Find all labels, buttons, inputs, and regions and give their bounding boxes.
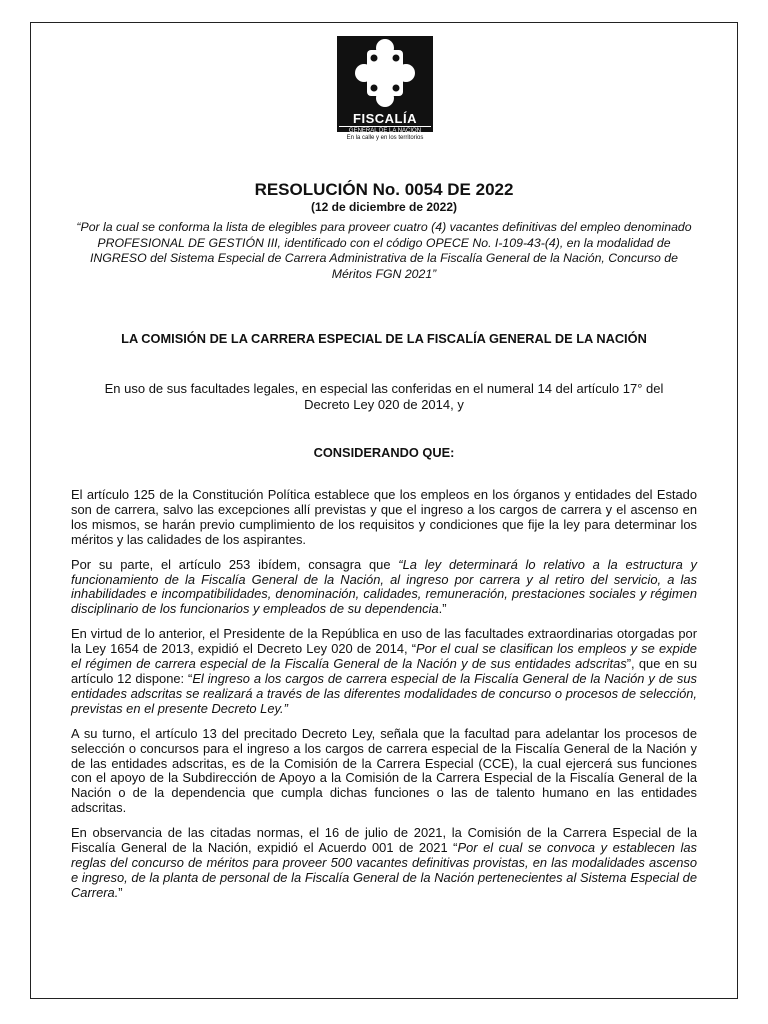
quoted-text: El ingreso a los cargos de carrera especial de la Fiscalía General de la Nación y de sus entidades adscritas se realizará a través de las diferentes modalidades de concurso o procesos de selección, previstas en el presente Decreto Ley.” [71, 670, 697, 716]
resolution-subject: “Por la cual se conforma la lista de elegibles para proveer cuatro (4) vacantes definitivas del empleo denominado PROFESIONAL DE GESTIÓN III, identificado con el código OPECE No. I-109-43-(4), en la modalidad de INGRESO del Sistema Especial de Carrera Administrativa de la Fiscalía General de la Nación, Concurso de Méritos FGN 2021” [76, 220, 692, 281]
quoted-text: “La ley determinará lo relativo a la estructura y funcionamiento de la Fiscalía General de la Nación, al ingreso por carrera y al retiro del servicio, a las inhabilidades e incompatibilidades, denominación, calidades, remuneración, prestaciones sociales y régimen disciplinario de los funcionarios y empleados de su dependencia [71, 556, 697, 617]
logo-subtitle: GENERAL DE LA NACIÓN [339, 126, 431, 134]
text-segment: Por su parte, el artículo 253 ibídem, consagra que [71, 556, 399, 572]
text-segment: .” [438, 601, 447, 617]
text-segment: ”, que en su artículo 12 dispone: “ [71, 656, 697, 686]
paragraph-acuerdo-001 [71, 826, 697, 901]
considering-heading: CONSIDERANDO QUE: [313, 445, 455, 460]
commission-heading: LA COMISIÓN DE LA CARRERA ESPECIAL DE LA FISCALÍA GENERAL DE LA NACIÓN [121, 331, 647, 346]
fiscalia-logo [337, 36, 433, 146]
text-segment: En virtud de lo anterior, el Presidente de la República en uso de las facultades extraordinarias otorgadas por la Ley 1654 de 2013, expidió el Decreto Ley 020 de 2014, “ [71, 626, 697, 657]
logo-block [337, 36, 433, 132]
quoted-text: Por el cual se convoca y establecen las reglas del concurso de méritos para proveer 500 vacantes definitivas provistas, en las modalidades ascenso e ingreso, de la planta de personal de la Fiscalía General de la Nación pertenecientes al Sistema Especial de Carrera. [71, 840, 697, 900]
paragraph-decreto-020 [71, 627, 697, 716]
logo-name: FISCALÍA [353, 111, 417, 126]
considerations-body [71, 488, 697, 911]
quoted-text: Por el cual se clasifican los empleos y se expide el régimen de carrera especial de la Fiscalía General de la Nación y de sus entidades adscritas [71, 641, 697, 672]
paragraph-article-125: El artículo 125 de la Constitución Política establece que los empleos en los órganos y entidades del Estado son de carrera, salvo las excepciones allí previstas y que el ingreso a los cargos de carrera y el ascenso en los mismos, se harán previo cumplimiento de los requisitos y condiciones que fije la ley para determinar los méritos y las calidades de los aspirantes. [71, 487, 697, 547]
resolution-date: (12 de diciembre de 2022) [310, 200, 458, 214]
text-segment: ” [118, 884, 123, 900]
paragraph-article-253 [71, 558, 697, 618]
paragraph-article-13: A su turno, el artículo 13 del precitado Decreto Ley, señala que la facultad para adelantar los procesos de selección o concursos para el ingreso a los cargos de carrera especial de la Fiscalía General de la Nación y de las entidades adscritas, es de la Comisión de la Carrera Especial (CCE), la cual ejercerá sus funciones con el apoyo de la Subdirección de Apoyo a la Comisión de la Carrera Especial de la Fiscalía General de la Nación o de la dependencia que cumpla dichas funciones o las de talento humano en las entidades adscritas. [71, 725, 697, 816]
text-segment: En observancia de las citadas normas, el 16 de julio de 2021, la Comisión de la Carrera Especial de la Fiscalía General de la Nación, expidió el Acuerdo 001 de 2021 “ [71, 825, 697, 856]
logo-slogan: En la calle y en los territorios [346, 135, 424, 141]
resolution-title: RESOLUCIÓN No. 0054 DE 2022 [254, 180, 514, 199]
legal-powers-statement: En uso de sus facultades legales, en especial las conferidas en el numeral 14 del artículo 17° del Decreto Ley 020 de 2014, y [104, 381, 664, 412]
